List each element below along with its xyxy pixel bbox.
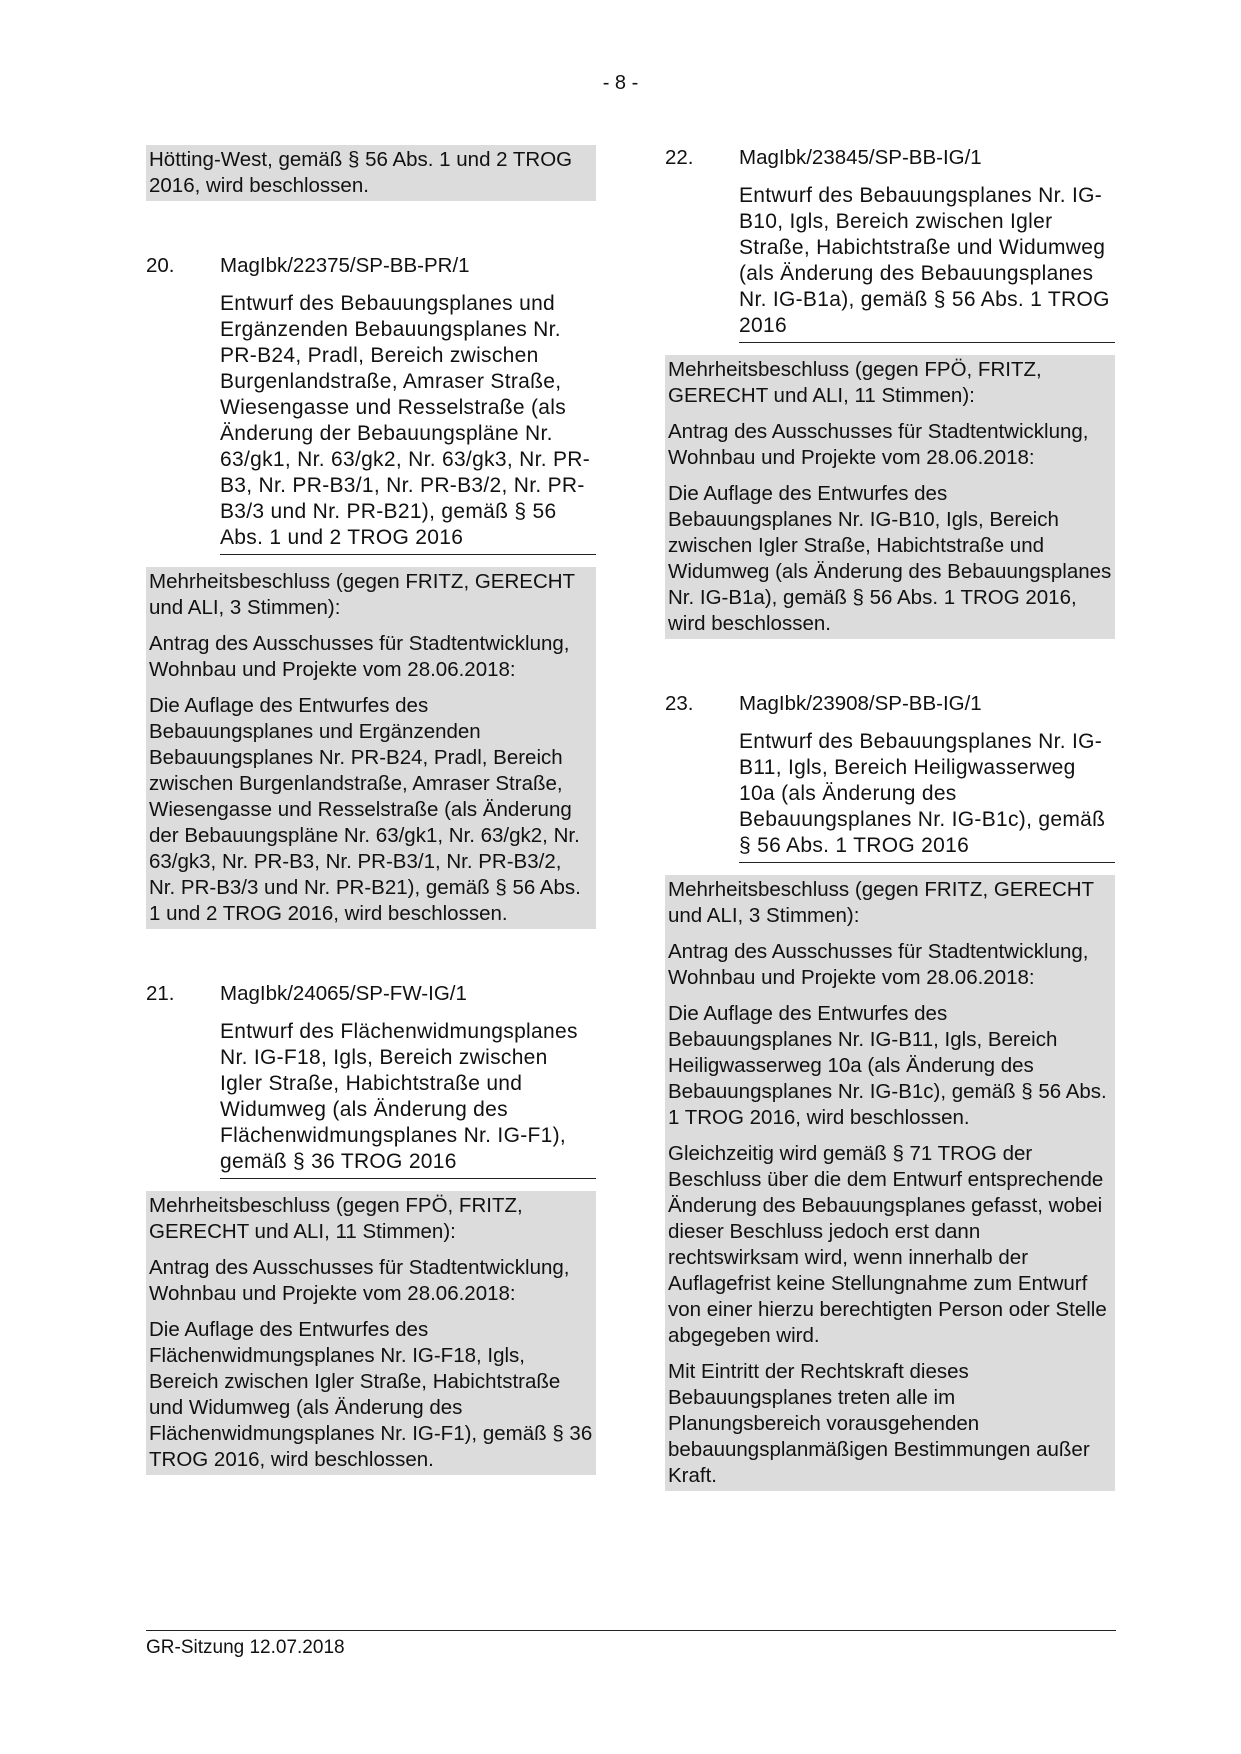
motion-text: Antrag des Ausschusses für Stadtentwicklung, Wohnbau und Projekte vom 28.06.2018: bbox=[668, 420, 1089, 469]
item-reference: MagIbk/23908/SP-BB-IG/1 bbox=[739, 692, 982, 715]
item-description: Entwurf des Bebauungsplanes Nr. IG-B10, Igls, Bereich zwischen Igler Straße, Habichtstraße und Widumweg (als Änderung des Bebauungsplanes Nr. IG-B1a), gemäß § 56 Abs. 1 TROG 2016 bbox=[739, 183, 1115, 343]
decision-text: Die Auflage des Entwurfes des Bebauungsplanes und Ergänzenden Bebauungsplanes Nr. PR-B24, Pradl, Bereich zwischen Burgenlandstraße, Amraser Straße, Wiesengasse und Resselstraße (als Änderung der Bebauungspläne Nr. 63/gk1, Nr. 63/gk2, Nr. 63/gk3, Nr. PR-B3, Nr. PR-B3/1, Nr. PR-B3/2, Nr. PR-B3/3 und Nr. PR-B21), gemäß § 56 Abs. 1 und 2 TROG 2016, wird beschlossen. bbox=[149, 694, 581, 925]
left-column bbox=[146, 145, 596, 1475]
item-reference: MagIbk/22375/SP-BB-PR/1 bbox=[220, 254, 470, 277]
carry-over-text bbox=[146, 145, 596, 201]
footer-divider bbox=[146, 1630, 1116, 1631]
agenda-item-22 bbox=[665, 145, 1115, 639]
item-header bbox=[146, 253, 596, 279]
right-column bbox=[665, 145, 1115, 1491]
agenda-item-23 bbox=[665, 691, 1115, 1491]
supplementary-text: Gleichzeitig wird gemäß § 71 TROG der Beschluss über die dem Entwurf entsprechende Änderung des Bebauungsplanes gefasst, wobei dieser Beschluss jedoch erst dann rechtswirksam wird, wenn innerhalb der Auflagefrist keine Stellungnahme zum Entwurf von einer hierzu berechtigten Person oder Stelle abgegeben wird. bbox=[668, 1142, 1107, 1347]
page-number: - 8 - bbox=[602, 72, 639, 94]
item-resolution-block bbox=[146, 1191, 596, 1475]
item-description: Entwurf des Bebauungsplanes und Ergänzenden Bebauungsplanes Nr. PR-B24, Pradl, Bereich zwischen Burgenlandstraße, Amraser Straße, Wiesengasse und Resselstraße (als Änderung der Bebauungspläne Nr. 63/gk1, Nr. 63/gk2, Nr. 63/gk3, Nr. PR-B3, Nr. PR-B3/1, Nr. PR-B3/2, Nr. PR-B3/3 und Nr. PR-B21), gemäß § 56 Abs. 1 und 2 TROG 2016 bbox=[220, 291, 596, 555]
item-resolution-block bbox=[146, 567, 596, 929]
item-resolution-block bbox=[665, 875, 1115, 1491]
supplementary-text: Mit Eintritt der Rechtskraft dieses Bebauungsplanes treten alle im Planungsbereich vorausgehenden bebauungsplanmäßigen Bestimmungen außer Kraft. bbox=[668, 1360, 1090, 1487]
item-description: Entwurf des Flächenwidmungsplanes Nr. IG-F18, Igls, Bereich zwischen Igler Straße, Habichtstraße und Widumweg (als Änderung des Flächenwidmungsplanes Nr. IG-F1), gemäß § 36 TROG 2016 bbox=[220, 1019, 596, 1179]
carry-over-paragraph: Hötting-West, gemäß § 56 Abs. 1 und 2 TROG 2016, wird beschlossen. bbox=[149, 148, 573, 197]
item-header bbox=[665, 691, 1115, 717]
agenda-item-21 bbox=[146, 981, 596, 1475]
resolution-text: Mehrheitsbeschluss (gegen FRITZ, GERECHT und ALI, 3 Stimmen): bbox=[668, 878, 1094, 927]
footer-text: GR-Sitzung 12.07.2018 bbox=[146, 1637, 345, 1658]
item-description: Entwurf des Bebauungsplanes Nr. IG-B11, Igls, Bereich Heiligwasserweg 10a (als Änderung des Bebauungsplanes Nr. IG-B1c), gemäß § 56 Abs. 1 TROG 2016 bbox=[739, 729, 1115, 863]
item-header bbox=[146, 981, 596, 1007]
resolution-text: Mehrheitsbeschluss (gegen FRITZ, GERECHT und ALI, 3 Stimmen): bbox=[149, 570, 575, 619]
item-number: 20. bbox=[146, 254, 175, 277]
resolution-text: Mehrheitsbeschluss (gegen FPÖ, FRITZ, GERECHT und ALI, 11 Stimmen): bbox=[668, 358, 1042, 407]
decision-text: Die Auflage des Entwurfes des Bebauungsplanes Nr. IG-B11, Igls, Bereich Heiligwasserweg 10a (als Änderung des Bebauungsplanes Nr. IG-B1c), gemäß § 56 Abs. 1 TROG 2016, wird beschlossen. bbox=[668, 1002, 1107, 1129]
item-reference: MagIbk/24065/SP-FW-IG/1 bbox=[220, 982, 467, 1005]
resolution-text: Mehrheitsbeschluss (gegen FPÖ, FRITZ, GERECHT und ALI, 11 Stimmen): bbox=[149, 1194, 523, 1243]
item-number: 22. bbox=[665, 146, 694, 169]
item-reference: MagIbk/23845/SP-BB-IG/1 bbox=[739, 146, 982, 169]
decision-text: Die Auflage des Entwurfes des Bebauungsplanes Nr. IG-B10, Igls, Bereich zwischen Igler Straße, Habichtstraße und Widumweg (als Änderung des Bebauungsplanes Nr. IG-B1a), gemäß § 56 Abs. 1 TROG 2016, wird beschlossen. bbox=[668, 482, 1112, 635]
decision-text: Die Auflage des Entwurfes des Flächenwidmungsplanes Nr. IG-F18, Igls, Bereich zwischen Igler Straße, Habichtstraße und Widumweg (als Änderung des Flächenwidmungsplanes Nr. IG-F1), gemäß § 36 TROG 2016, wird beschlossen. bbox=[149, 1318, 593, 1471]
item-number: 21. bbox=[146, 982, 175, 1005]
item-number: 23. bbox=[665, 692, 694, 715]
motion-text: Antrag des Ausschusses für Stadtentwicklung, Wohnbau und Projekte vom 28.06.2018: bbox=[149, 1256, 570, 1305]
motion-text: Antrag des Ausschusses für Stadtentwicklung, Wohnbau und Projekte vom 28.06.2018: bbox=[668, 940, 1089, 989]
motion-text: Antrag des Ausschusses für Stadtentwicklung, Wohnbau und Projekte vom 28.06.2018: bbox=[149, 632, 570, 681]
agenda-item-20 bbox=[146, 253, 596, 929]
item-header bbox=[665, 145, 1115, 171]
item-resolution-block bbox=[665, 355, 1115, 639]
